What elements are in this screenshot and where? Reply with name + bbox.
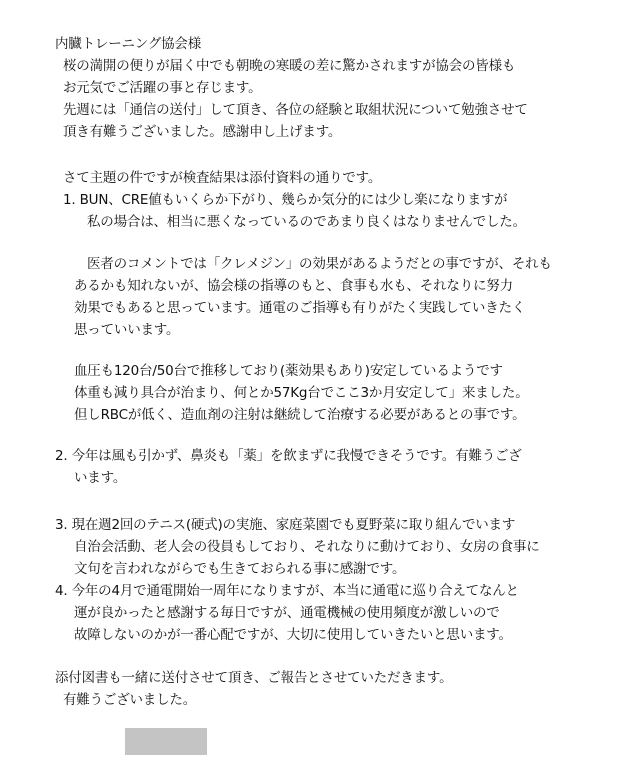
gray-rectangle <box>125 728 207 755</box>
body-line: 血圧も120台/50台で推移しており(薬効果もあり)安定しているようです <box>74 363 503 379</box>
closing-thanks: 有難うございました。 <box>63 692 196 708</box>
body-line: 桜の満開の便りが届く中でも朝晩の寒暖の差に驚かされますが協会の皆様も <box>63 58 516 74</box>
list-item-3: 3. 現在週2回のテニス(硬式)の実施、家庭菜園でも夏野菜に取り組んでいます <box>55 517 516 533</box>
body-line: 効果でもあると思っています。通電のご指導も有りがたく実践していきたく <box>74 300 526 316</box>
list-item-4-line: 運が良かったと感謝する毎日ですが、通電機械の使用頻度が激しいので <box>74 605 500 621</box>
list-item-3-line: 文句を言われながらでも生きておられる事に感謝です。 <box>74 561 406 577</box>
body-line: 先週には「通信の送付」して頂き、各位の経験と取組状況について勉強させて <box>63 102 528 118</box>
list-item-1: 1. BUN、CRE値もいくらか下がり、幾らか気分的には少し楽になりますが <box>63 192 508 208</box>
body-line: 思っていいます。 <box>74 322 180 338</box>
body-line: 頂き有難うございました。感謝申し上げます。 <box>63 124 342 140</box>
body-line: 医者のコメントでは「クレメジン」の効果があるようだとの事ですが、それも <box>87 256 552 272</box>
list-item-2: 2. 今年は風も引かず、鼻炎も「薬」を飲まずに我慢できそうです。有難うござ <box>55 448 522 464</box>
list-item-1-line: 私の場合は、相当に悪くなっているのであまり良くはなりませんでした。 <box>87 214 526 230</box>
list-item-2-line: います。 <box>74 470 127 486</box>
body-line: 但しRBCが低く、造血剤の注射は継続して治療する必要があるとの事です。 <box>74 407 526 423</box>
body-line: お元気でご活躍の事と存じます。 <box>63 80 262 96</box>
list-item-4: 4. 今年の4月で通電開始一周年になりますが、本当に通電に巡り合えてなんと <box>55 583 519 599</box>
body-line: 体重も減り具合が治まり、何とか57Kg台でここ3か月安定して」来ました。 <box>74 385 529 401</box>
body-line: さて主題の件ですが検査結果は添付資料の通りです。 <box>63 170 382 186</box>
list-item-3-line: 自治会活動、老人会の役員もしており、それなりに動けており、女房の食事に <box>74 539 540 555</box>
greeting-line: 内臓トレーニング協会様 <box>55 36 202 52</box>
closing-line: 添付図書も一緒に送付させて頂き、ご報告とさせていただきます。 <box>55 670 453 686</box>
body-line: あるかも知れないが、協会様の指導のもと、食事も水も、それなりに努力 <box>74 278 513 294</box>
list-item-4-line: 故障しないのかが一番心配ですが、大切に使用していきたいと思います。 <box>74 627 512 643</box>
